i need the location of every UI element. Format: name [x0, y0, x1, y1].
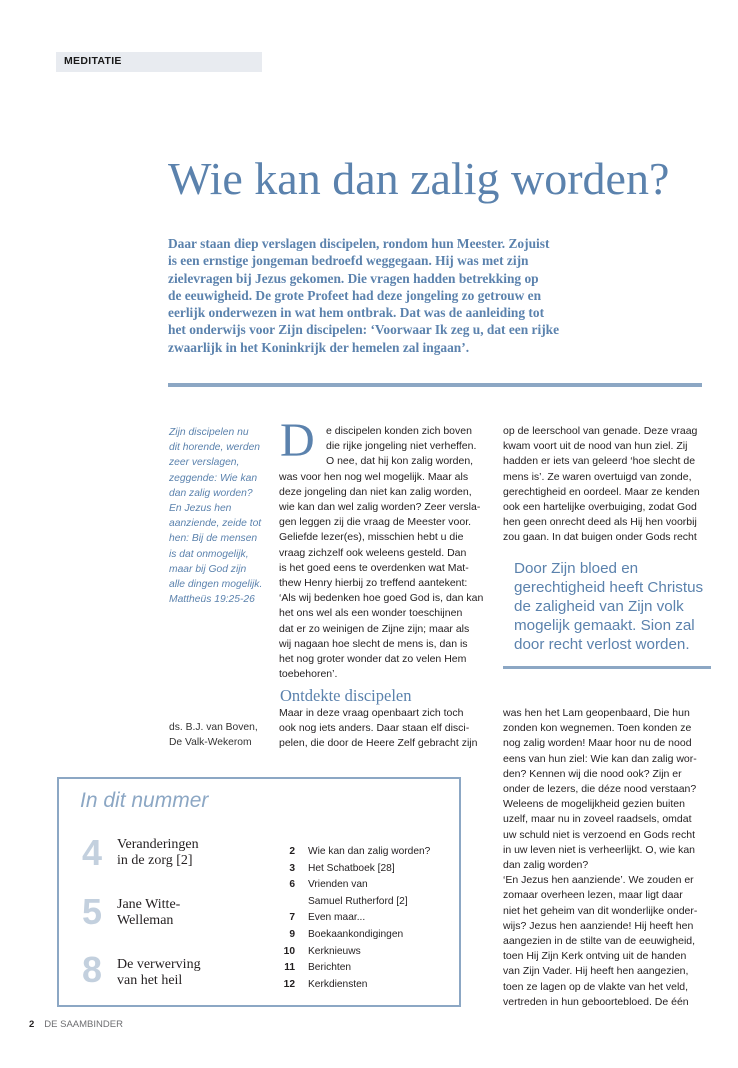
quote-line: Zijn discipelen nu: [169, 427, 249, 438]
quote-line: alle dingen mogelijk.: [169, 579, 263, 591]
body-line: toen Hij Zijn Kerk ontving uit de handen: [503, 950, 687, 963]
quote-line: hen: Bij de mensen: [169, 533, 258, 545]
body-line: het ons wel als een wonder toeschijnen: [279, 607, 463, 620]
body-line: was hen het Lam geopenbaard, Die hun: [503, 707, 690, 719]
body-line: nog zalig worden! Maar hoor nu de nood: [503, 737, 692, 750]
quote-line: maar bij God zijn: [169, 563, 247, 575]
pull-quote-line: de zaligheid van Zijn volk: [514, 598, 684, 615]
feature-number: 5: [82, 891, 103, 932]
body-line: in uw leven niet is verheerlijkt. O, wie kan: [503, 843, 695, 856]
toc-page: 6: [289, 879, 295, 891]
article-intro: [168, 235, 708, 356]
body-line: mens is’. Ze waren overtuigd van zonde,: [503, 470, 692, 483]
body-line: kwam voort uit de nood van hun ziel. Zij: [503, 440, 688, 453]
toc-entry[interactable]: [276, 944, 466, 961]
body-line: Maar in deze vraag openbaart zich toch: [279, 707, 464, 719]
intro-line: eerlijk onderwezen in wat hem ontbrak. Dat was de aanleiding tot: [168, 305, 545, 321]
magazine-name: DE SAAMBINDER: [44, 1019, 123, 1030]
toc-title: Berichten: [308, 962, 352, 974]
body-line: van Zijn Vader. Hij heeft hen aangezien,: [503, 965, 689, 978]
toc-entry[interactable]: [276, 977, 466, 994]
quote-line: dit horende, werden: [169, 442, 261, 454]
pull-quote-line: gerechtigheid heeft Christus: [514, 579, 704, 596]
body-line: thew Henry hierbij zo treffend aantekent:: [279, 577, 468, 590]
toc-page: 7: [289, 912, 295, 924]
intro-line: zielevragen bij Jezus gekomen. Die vragen hadden betrekking op: [168, 270, 539, 286]
author-location: De Valk-Wekerom: [169, 737, 252, 749]
body-line: is het goed eens te overdenken wat Mat-: [279, 561, 469, 574]
body-line: den? Kennen wij die nood ook? Zijn er: [503, 767, 682, 780]
quote-line: is dat onmogelijk,: [169, 548, 249, 560]
author-name: ds. B.J. van Boven,: [169, 722, 258, 733]
body-line: vraag zichzelf ook weleens gesteld. Dan: [279, 546, 467, 559]
body-line: ook nog iets anders. Daar staan elf disci-: [279, 722, 470, 735]
subheading: Ontdekte discipelen: [280, 686, 412, 705]
toc-page: 3: [289, 862, 295, 874]
contents-title: In dit nummer: [80, 789, 209, 812]
page-footer: [29, 1019, 123, 1030]
body-line: toen ze lagen op de vlakte van het veld,: [503, 980, 689, 993]
body-line: onder de lezers, die déze nood verstaan?: [503, 783, 697, 796]
body-line: zomaar overheen lezen, maar ligt daar: [503, 889, 683, 902]
body-line: wij nagaan hoe slecht de mens is, dan is: [279, 637, 468, 650]
section-label: MEDITATIE: [64, 55, 122, 67]
quote-line: En Jezus hen: [169, 503, 232, 515]
toc-title: Even maar...: [308, 912, 366, 924]
bible-quote: [169, 425, 269, 607]
intro-line: Daar staan diep verslagen discipelen, rondom hun Meester. Zojuist: [168, 236, 550, 251]
body-line: die rijke jongeling niet verheffen.: [326, 440, 477, 453]
pull-quote-divider: [503, 666, 711, 669]
toc-entry[interactable]: [276, 844, 466, 861]
body-line: wie kan dan wel zalig worden? Zeer versla-: [279, 501, 481, 514]
toc-page: 11: [284, 962, 295, 974]
pull-quote: [514, 559, 714, 654]
feature-title-line: Welleman: [117, 913, 174, 928]
body-line: hen geen onrecht deed als Hij hen voorbij: [503, 516, 697, 529]
body-line: ‘Als wij bedenken hoe goed God is, dan kan: [279, 592, 484, 605]
toc-title: Het Schatboek [28]: [308, 862, 395, 874]
page-number: 2: [29, 1019, 35, 1030]
body-line: op de leerschool van genade. Deze vraag: [503, 425, 698, 437]
feature-title-line: Veranderingen: [117, 837, 199, 852]
intro-line: de eeuwigheid. De grote Profeet had deze jongeling zo getrouw en: [168, 287, 542, 303]
body-line: toebehoren’.: [279, 668, 338, 681]
pull-quote-line: door recht verlost worden.: [514, 636, 690, 653]
toc-entry[interactable]: [276, 861, 466, 878]
body-line: niet het geheim van dit wonderlijke onder-: [503, 904, 698, 917]
author-credit: [169, 720, 269, 750]
body-line: aangezien in de stilte van de eeuwigheid,: [503, 935, 696, 948]
drop-cap: D: [280, 414, 315, 467]
body-line: wijs? Jezus hen aanziende! Hij heeft hen: [503, 919, 694, 932]
feature-title[interactable]: [117, 837, 199, 869]
body-line: was voor hen nog wel mogelijk. Maar als: [279, 470, 469, 483]
feature-number: 4: [82, 832, 103, 873]
body-line: pelen, die door de Heere Zelf gebracht zijn: [279, 737, 478, 750]
body-line: zonden kon wegnemen. Toen konden ze: [503, 722, 692, 735]
body-line: O nee, dat hij kon zalig worden,: [326, 455, 474, 468]
toc-title: Wie kan dan zalig worden?: [308, 846, 431, 857]
body-line: dat er zo weinigen de Zijne zijn; maar als: [279, 622, 470, 635]
pull-quote-line: mogelijk gemaakt. Sion zal: [514, 617, 695, 634]
body-line: gen leggen zij die vraag de Meester voor.: [279, 516, 472, 529]
intro-line: zwaarlijk in het Koninkrijk der hemelen zal ingaan’.: [168, 339, 470, 355]
body-line: e discipelen konden zich boven: [326, 425, 472, 437]
article-title: Wie kan dan zalig worden?: [168, 153, 670, 204]
body-line: gerechtigheid en oordeel. Maar ze kenden: [503, 485, 700, 498]
body-line: uzelf, maar nu in zoveel raadsels, omdat: [503, 813, 692, 826]
toc-entry[interactable]: [276, 910, 466, 927]
toc-title: Kerknieuws: [308, 945, 361, 957]
body-column-2: [279, 424, 485, 682]
body-column-2-continued: [279, 706, 489, 752]
feature-title-line: De verwerving: [117, 957, 201, 972]
body-line: ook een hartelijke overbuiging, zodat God: [503, 501, 697, 514]
body-line: deze jongeling dan niet kan zalig worden,: [279, 485, 472, 498]
body-line: Weleens de mogelijkheid gezien buiten: [503, 798, 685, 811]
intro-line: het onderwijs voor Zijn discipelen: ‘Voorwaar Ik zeg u, dat een rijke: [168, 322, 560, 338]
quote-line: zeer verslagen,: [169, 457, 240, 469]
feature-title[interactable]: [117, 957, 201, 989]
body-line: het nog groter wonder dat zo velen Hem: [279, 653, 467, 666]
body-line: vertreden in hun geboortebloed. De één: [503, 995, 689, 1008]
body-line: Geliefde lezer(es), misschien hebt u die: [279, 531, 464, 544]
toc-entry[interactable]: [276, 960, 466, 977]
toc-entry[interactable]: [276, 927, 466, 944]
toc-entry-continued[interactable]: [276, 894, 466, 911]
quote-line: dan zalig worden?: [169, 487, 253, 499]
feature-number: 8: [82, 949, 103, 990]
toc-page: 10: [283, 945, 295, 957]
body-line: dan zalig worden?: [503, 859, 589, 872]
body-line: eens van hun ziel: Wie kan dan zalig wor-: [503, 752, 697, 765]
body-column-3-continued: [503, 706, 713, 1010]
quote-line: zeggende: Wie kan: [169, 472, 258, 484]
feature-title-line: Jane Witte-: [117, 897, 181, 912]
feature-title-line: van het heil: [117, 973, 183, 988]
feature-title[interactable]: [117, 897, 180, 929]
toc-title: Samuel Rutherford [2]: [308, 895, 408, 907]
quote-line: aanziende, zeide tot: [169, 518, 262, 530]
toc-title: Boekaankondigingen: [308, 929, 404, 940]
pull-quote-line: Door Zijn bloed en: [514, 560, 639, 577]
body-line: uw schuld niet is verzoend en Gods recht: [503, 828, 696, 841]
section-tag: [56, 52, 262, 72]
toc-title: Vrienden van: [308, 879, 368, 891]
quote-reference: Mattheüs 19:25-26: [169, 594, 255, 606]
toc-page: 12: [283, 978, 295, 990]
body-line: ‘En Jezus hen aanziende’. We zouden er: [503, 874, 694, 887]
body-line: zou gaan. In dat buigen onder Gods recht: [503, 531, 697, 544]
body-column-3: [503, 424, 713, 546]
intro-divider: [168, 383, 702, 387]
toc-entry[interactable]: [276, 877, 466, 894]
toc-page: 2: [289, 846, 295, 857]
intro-line: is een ernstige jongeman bedroefd weggegaan. Hij was met zijn: [168, 253, 529, 269]
feature-title-line: in de zorg [2]: [117, 853, 193, 868]
toc-page: 9: [289, 929, 295, 940]
toc-title: Kerkdiensten: [308, 978, 368, 990]
body-line: hadden er iets van geleerd ‘hoe slecht de: [503, 455, 696, 468]
